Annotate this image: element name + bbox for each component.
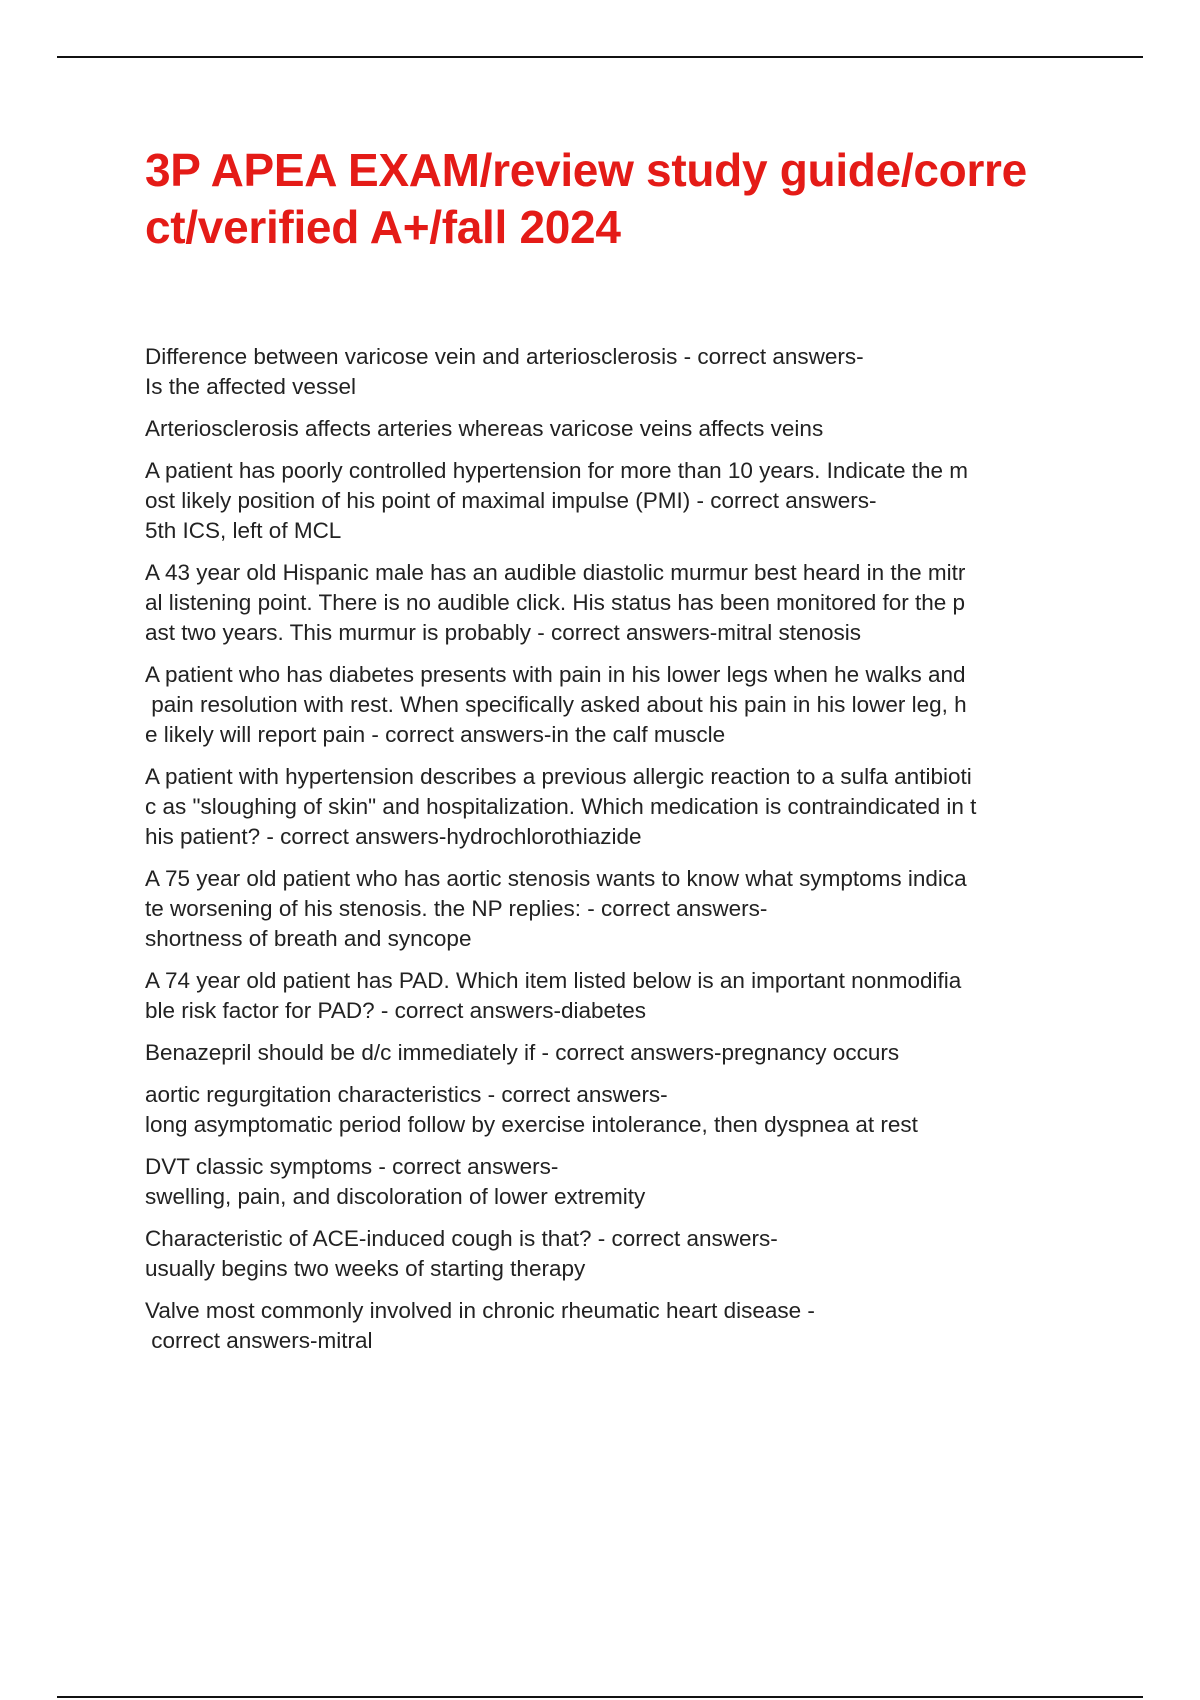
qa-line: correct answers-mitral: [145, 1328, 373, 1353]
qa-item: [145, 342, 1090, 402]
qa-line: e likely will report pain - correct answers-in the calf muscle: [145, 722, 726, 747]
qa-line: c as "sloughing of skin" and hospitalization. Which medication is contraindicated in t: [145, 794, 977, 819]
qa-item: [145, 660, 1090, 750]
qa-line: ost likely position of his point of maximal impulse (PMI) - correct answers-: [145, 488, 877, 513]
qa-line: usually begins two weeks of starting therapy: [145, 1256, 586, 1281]
qa-line: A patient has poorly controlled hypertension for more than 10 years. Indicate the m: [145, 458, 968, 483]
qa-item: [145, 1152, 1090, 1212]
qa-line: Arteriosclerosis affects arteries whereas varicose veins affects veins: [145, 416, 824, 441]
document-title: [145, 142, 1090, 256]
document-body: [145, 142, 1090, 1368]
qa-item: [145, 1038, 1090, 1068]
qa-line: 5th ICS, left of MCL: [145, 518, 342, 543]
qa-item: [145, 558, 1090, 648]
qa-item: [145, 414, 1090, 444]
qa-line: shortness of breath and syncope: [145, 926, 472, 951]
title-line: 3P APEA EXAM/review study guide/corre: [145, 144, 1027, 196]
qa-line: al listening point. There is no audible click. His status has been monitored for the p: [145, 590, 966, 615]
qa-list: [145, 342, 1090, 1356]
qa-item: [145, 1080, 1090, 1140]
qa-line: DVT classic symptoms - correct answers-: [145, 1154, 559, 1179]
qa-line: Is the affected vessel: [145, 374, 356, 399]
top-divider: [57, 56, 1143, 58]
qa-item: [145, 762, 1090, 852]
qa-line: te worsening of his stenosis. the NP replies: - correct answers-: [145, 896, 768, 921]
qa-line: A patient with hypertension describes a previous allergic reaction to a sulfa antibioti: [145, 764, 972, 789]
qa-item: [145, 966, 1090, 1026]
qa-line: Characteristic of ACE-induced cough is that? - correct answers-: [145, 1226, 778, 1251]
qa-line: A patient who has diabetes presents with pain in his lower legs when he walks and: [145, 662, 966, 687]
qa-line: long asymptomatic period follow by exercise intolerance, then dyspnea at rest: [145, 1112, 918, 1137]
qa-line: A 75 year old patient who has aortic stenosis wants to know what symptoms indica: [145, 866, 967, 891]
qa-line: Valve most commonly involved in chronic rheumatic heart disease -: [145, 1298, 815, 1323]
qa-line: ast two years. This murmur is probably - correct answers-mitral stenosis: [145, 620, 862, 645]
qa-line: A 74 year old patient has PAD. Which item listed below is an important nonmodifia: [145, 968, 962, 993]
bottom-divider: [57, 1696, 1143, 1698]
qa-line: Difference between varicose vein and arteriosclerosis - correct answers-: [145, 344, 864, 369]
qa-line: swelling, pain, and discoloration of lower extremity: [145, 1184, 646, 1209]
qa-line: pain resolution with rest. When specifically asked about his pain in his lower leg, h: [145, 692, 967, 717]
qa-line: aortic regurgitation characteristics - correct answers-: [145, 1082, 668, 1107]
qa-line: his patient? - correct answers-hydrochlorothiazide: [145, 824, 642, 849]
qa-line: ble risk factor for PAD? - correct answers-diabetes: [145, 998, 647, 1023]
qa-line: Benazepril should be d/c immediately if - correct answers-pregnancy occurs: [145, 1040, 900, 1065]
qa-item: [145, 864, 1090, 954]
title-line: ct/verified A+/fall 2024: [145, 201, 621, 253]
qa-item: [145, 1224, 1090, 1284]
qa-item: [145, 456, 1090, 546]
qa-item: [145, 1296, 1090, 1356]
qa-line: A 43 year old Hispanic male has an audible diastolic murmur best heard in the mitr: [145, 560, 966, 585]
